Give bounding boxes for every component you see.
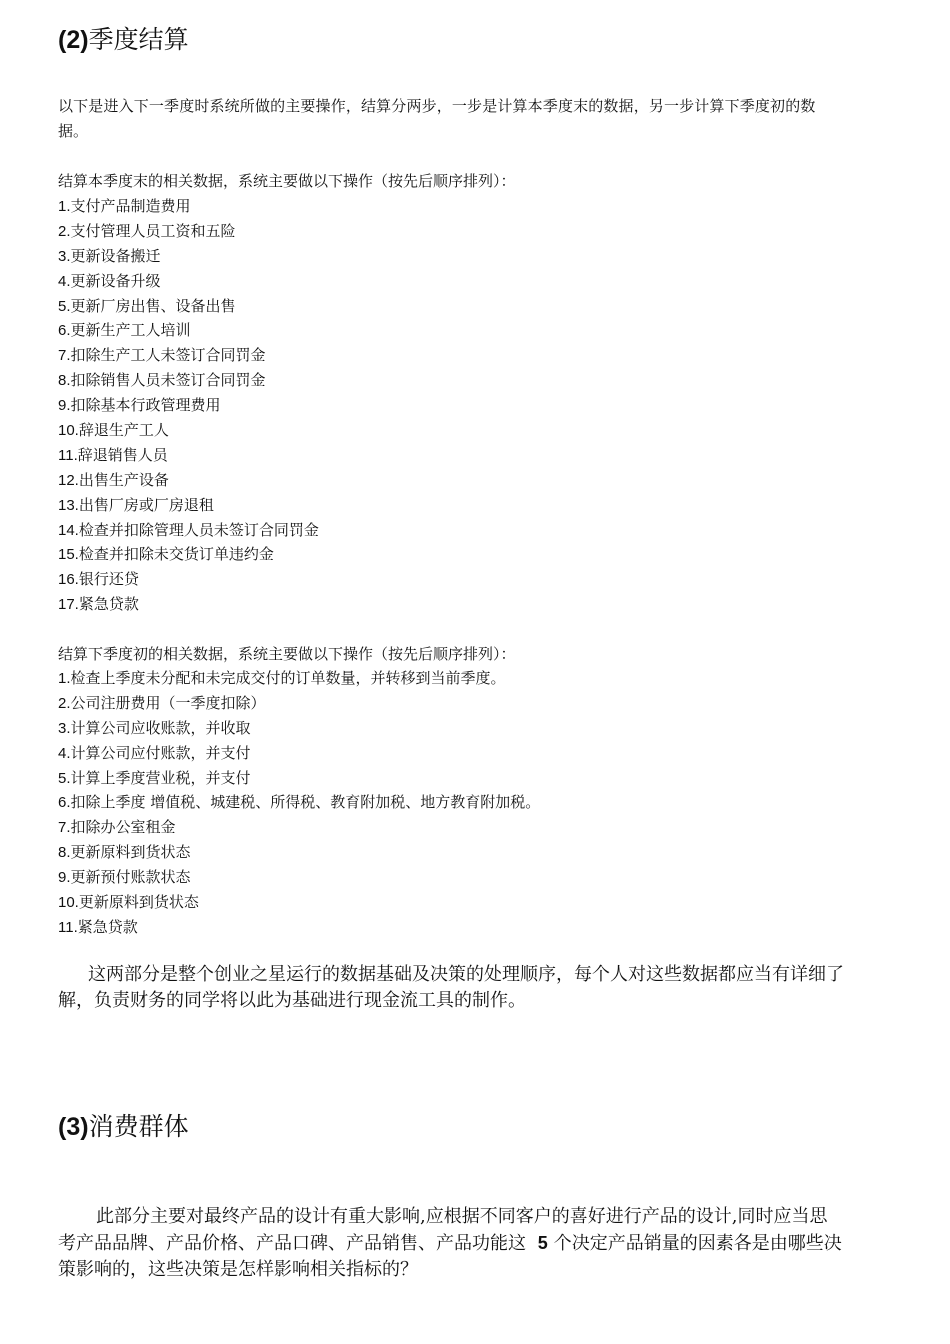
intro-line: 据。 [58, 122, 89, 140]
list-item-number: 6. [58, 322, 71, 340]
list-item [58, 790, 540, 815]
quarter-start-operations-list [58, 666, 540, 940]
list-item-number: 1. [58, 198, 71, 215]
list-item-number: 2. [58, 222, 71, 240]
list-item-text: 检查并扣除未交货订单违约金 [78, 545, 274, 564]
list-item [58, 592, 319, 617]
list-item-number: 15. [58, 546, 79, 564]
list-item [58, 194, 319, 219]
list-item [58, 294, 319, 319]
consumer-line-part: 考产品品牌、产品价格、产品口碑、产品销售、产品功能这 [58, 1233, 526, 1254]
quarter-end-heading: 结算本季度末的相关数据，系统主要做以下操作（按先后顺序排列）： [58, 172, 516, 190]
list-item-text: 紧急贷款 [78, 595, 139, 614]
list-item-number: 7. [58, 347, 71, 365]
list-item [58, 518, 319, 543]
list-item-text: 支付产品制造费用 [70, 197, 191, 215]
list-item-number: 10. [58, 894, 79, 912]
factor-count: 5 [537, 1233, 548, 1253]
intro-paragraph [58, 94, 898, 144]
summary-paragraph [58, 962, 898, 1014]
list-item [58, 741, 540, 766]
list-item [58, 219, 319, 244]
list-item-number: 10. [58, 422, 79, 440]
list-item-number: 6. [58, 794, 71, 812]
list-item-number: 3. [58, 247, 71, 265]
list-item [58, 840, 540, 865]
list-item-text: 更新设备搬迁 [70, 246, 161, 265]
quarter-start-heading: 结算下季度初的相关数据，系统主要做以下操作（按先后顺序排列）： [58, 645, 516, 663]
list-item-text: 扣除销售人员未签订合同罚金 [70, 371, 266, 390]
list-item [58, 343, 319, 368]
section-heading-quarterly-settlement [58, 24, 189, 56]
list-item-number: 17. [58, 596, 79, 614]
list-item-text: 更新预付账款状态 [70, 868, 191, 887]
list-item-number: 4. [58, 744, 71, 762]
list-item-number: 11. [58, 918, 78, 936]
summary-line: 解，负责财务的同学将以此为基础进行现金流工具的制作。 [58, 990, 526, 1011]
list-item-number: 5. [58, 769, 71, 787]
consumer-groups-paragraph [58, 1204, 898, 1283]
list-item-text: 更新厂房出售、设备出售 [70, 296, 236, 315]
list-item-number: 14. [58, 521, 79, 539]
list-item-number: 13. [58, 496, 79, 514]
list-item-text: 出售生产设备 [78, 470, 169, 489]
list-item [58, 368, 319, 393]
list-item [58, 269, 319, 294]
list-item [58, 493, 319, 518]
list-item [58, 318, 319, 343]
list-item [58, 542, 319, 567]
section-title: 消费群体 [88, 1112, 189, 1141]
list-item-text: 支付管理人员工资和五险 [70, 221, 236, 240]
consumer-line: 策影响的，这些决策是怎样影响相关指标的？ [58, 1259, 418, 1280]
list-item [58, 890, 540, 915]
list-item-number: 16. [58, 571, 79, 589]
list-item [58, 418, 319, 443]
list-item-number: 7. [58, 819, 71, 837]
list-item [58, 567, 319, 592]
summary-line: 这两部分是整个创业之星运行的数据基础及决策的处理顺序，每个人对这些数据都应当有详细了 [88, 964, 844, 985]
list-item-number: 8. [58, 844, 71, 862]
list-item [58, 468, 319, 493]
list-item-text: 扣除基本行政管理费用 [70, 396, 221, 415]
list-item-text: 检查并扣除管理人员未签订合同罚金 [78, 520, 319, 539]
list-item-number: 1. [58, 670, 71, 687]
list-item [58, 766, 540, 791]
intro-line: 以下是进入下一季度时系统所做的主要操作，结算分两步，一步是计算本季度末的数据，另一步计算下季度初的数 [58, 97, 816, 115]
list-item-text: 辞退生产工人 [78, 421, 169, 440]
list-item-text: 计算公司应收账款，并收取 [70, 718, 251, 737]
consumer-line-part: 个决定产品销量的因素各是由哪些决 [553, 1233, 842, 1254]
quarter-end-operations-list [58, 194, 319, 617]
section-heading-consumer-groups [58, 1111, 189, 1143]
consumer-line: 此部分主要对最终产品的设计有重大影响,应根据不同客户的喜好进行产品的设计,同时应当思 [96, 1206, 828, 1227]
list-item [58, 443, 319, 468]
list-item-text: 更新设备升级 [70, 271, 161, 290]
list-item-text: 扣除办公室租金 [70, 818, 176, 837]
list-item-text: 银行还贷 [78, 570, 139, 589]
list-item [58, 716, 540, 741]
list-item-number: 8. [58, 372, 71, 390]
list-item [58, 815, 540, 840]
list-item-number: 9. [58, 397, 71, 415]
section-number: (2) [58, 26, 89, 54]
list-item-number: 9. [58, 869, 71, 887]
list-item-text: 紧急贷款 [77, 917, 138, 936]
list-item [58, 915, 540, 940]
list-item-number: 12. [58, 471, 79, 489]
list-item-text: 更新原料到货状态 [78, 893, 199, 912]
list-item-text: 公司注册费用（一季度扣除） [70, 693, 266, 712]
section-number: (3) [58, 1113, 89, 1141]
list-item [58, 691, 540, 716]
list-item-text: 计算上季度营业税，并支付 [70, 768, 251, 787]
list-item-number: 4. [58, 272, 71, 290]
list-item-text: 扣除上季度 增值税、城建税、所得税、教育附加税、地方教育附加税。 [70, 793, 541, 812]
list-item-text: 检查上季度未分配和未完成交付的订单数量，并转移到当前季度。 [70, 669, 506, 687]
list-item-text: 出售厂房或厂房退租 [78, 495, 214, 514]
list-item-text: 更新原料到货状态 [70, 843, 191, 862]
list-item-number: 5. [58, 297, 71, 315]
list-item [58, 865, 540, 890]
list-item-number: 2. [58, 694, 71, 712]
list-item-text: 扣除生产工人未签订合同罚金 [70, 346, 266, 365]
list-item [58, 244, 319, 269]
list-item-text: 更新生产工人培训 [70, 321, 191, 340]
section-title: 季度结算 [88, 25, 189, 54]
list-item-number: 3. [58, 719, 71, 737]
list-item [58, 393, 319, 418]
list-item-number: 11. [58, 446, 78, 464]
list-item-text: 计算公司应付账款，并支付 [70, 743, 251, 762]
list-item-text: 辞退销售人员 [77, 445, 168, 464]
list-item [58, 666, 540, 691]
consumer-line [58, 1230, 898, 1257]
